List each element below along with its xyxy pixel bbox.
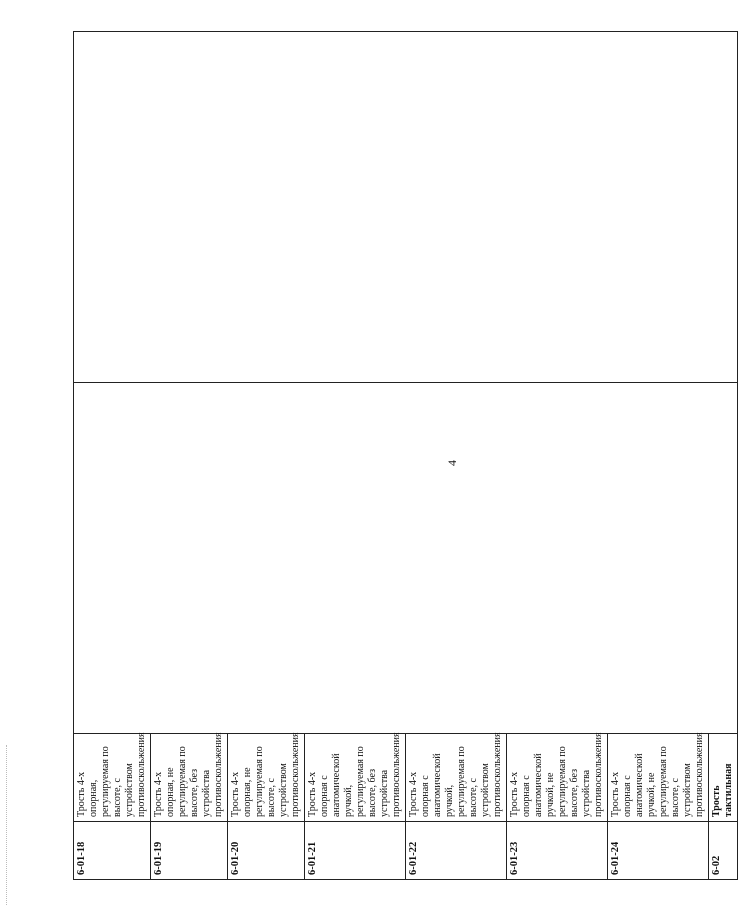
item-name: Трость 4-х опорная, не регулируемая по высоте, без устройства противоскольжения xyxy=(151,734,228,822)
item-name: Трость 4-х опорная с анатомической ручкой, регулируемая по высоте, с устройством противоскольжения xyxy=(406,734,507,822)
page-number: 4 xyxy=(445,460,459,466)
item-code: 6-02 xyxy=(709,822,738,880)
scan-edge-mark xyxy=(6,745,8,905)
item-code: 6-01-24 xyxy=(608,822,709,880)
rotated-table-container xyxy=(73,31,734,880)
empty-cell xyxy=(74,32,738,383)
item-code: 6-01-21 xyxy=(305,822,406,880)
item-name: Трость 4-х опорная с анатомической ручкой, не регулируемая по высоте, с устройством противоскольжения xyxy=(608,734,709,822)
item-name: Трость 4-х опорная, не регулируемая по высоте, с устройством противоскольжения xyxy=(228,734,305,822)
item-name: Трость 4-х опорная, регулируемая по высоте, с устройством противоскольжения xyxy=(74,734,151,822)
item-name: Трость 4-х опорная с анатомической ручкой, регулируемая по высоте, без устройства противоскольжения xyxy=(305,734,406,822)
item-name: Трость тактильная xyxy=(709,734,738,822)
item-code: 6-01-19 xyxy=(151,822,228,880)
item-name: Трость 4-х опорная с анатомической ручкой, не регулируемая по высоте, без устройства противоскольжения xyxy=(507,734,608,822)
classification-table xyxy=(73,31,738,880)
item-code: 6-01-18 xyxy=(74,822,151,880)
empty-cell xyxy=(74,383,738,734)
item-code: 6-01-20 xyxy=(228,822,305,880)
item-code: 6-01-22 xyxy=(406,822,507,880)
item-code: 6-01-23 xyxy=(507,822,608,880)
table-row xyxy=(74,32,151,880)
